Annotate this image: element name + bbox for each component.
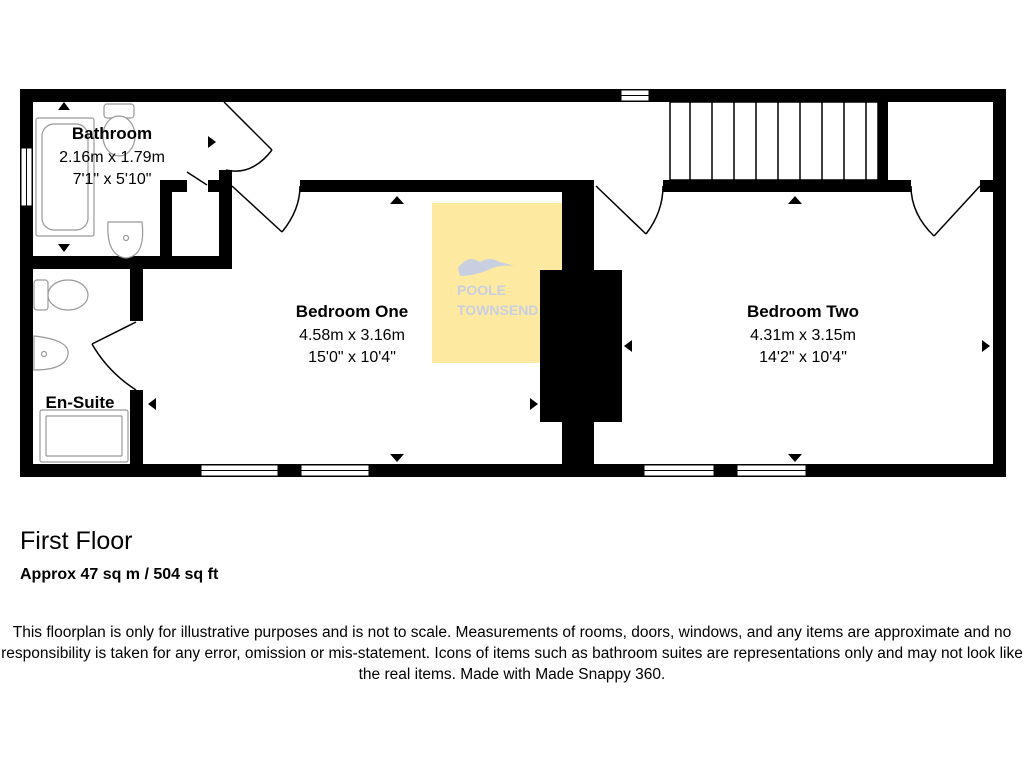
floor-area: Approx 47 sq m / 504 sq ft xyxy=(20,566,219,583)
bedroom-one-metric: 4.58m x 3.16m xyxy=(299,327,405,344)
chimney-breast xyxy=(540,270,622,422)
bedroom-two-name: Bedroom Two xyxy=(746,302,860,321)
ensuite-name: En-Suite xyxy=(45,393,115,412)
wall-cupboard xyxy=(160,180,172,265)
wall-ensuite-upper xyxy=(130,256,143,321)
bedroom-two-metric: 4.31m x 3.15m xyxy=(750,327,856,344)
disclaimer: This floorplan is only for illustrative purposes and is not to scale. Measurements of rooms, doors, windows, and any items are approximate and no responsibility is taken for any error, omission or mis-statement. Icons of items such as bathroom suites are representations only and may not look like the real items. Made with Made Snappy 360. xyxy=(1,624,1023,683)
wall-right xyxy=(993,89,1006,477)
wall-corridor-bedroom-two xyxy=(663,180,911,192)
wall-bottom xyxy=(20,464,1006,477)
wall-corridor-end xyxy=(980,180,1000,192)
bathroom-metric: 2.16m x 1.79m xyxy=(59,149,165,166)
bedroom-one-name: Bedroom One xyxy=(295,302,409,321)
wall-ensuite-lower xyxy=(130,390,143,476)
bedroom-two-imperial: 14'2" x 10'4" xyxy=(759,349,847,366)
wall-left xyxy=(20,89,33,477)
wall-cupboard-top xyxy=(172,180,187,192)
floor-title: First Floor xyxy=(20,527,133,555)
bathroom-name: Bathroom xyxy=(71,124,153,143)
watermark-line1: POOLE xyxy=(457,282,507,298)
bedroom-one-imperial: 15'0" x 10'4" xyxy=(308,349,396,366)
ensuite-toilet-icon xyxy=(34,280,48,310)
wall-top xyxy=(20,89,1006,102)
bathroom-imperial: 7'1" x 5'10" xyxy=(72,171,152,188)
watermark-line2: TOWNSEND xyxy=(457,302,539,318)
wall-bathroom-door-jamb xyxy=(208,180,228,192)
wall-stairs-right xyxy=(878,102,888,182)
wall-corridor-bedroom-one xyxy=(300,180,590,192)
stairs xyxy=(670,102,878,180)
ensuite-basin-icon xyxy=(34,336,68,370)
